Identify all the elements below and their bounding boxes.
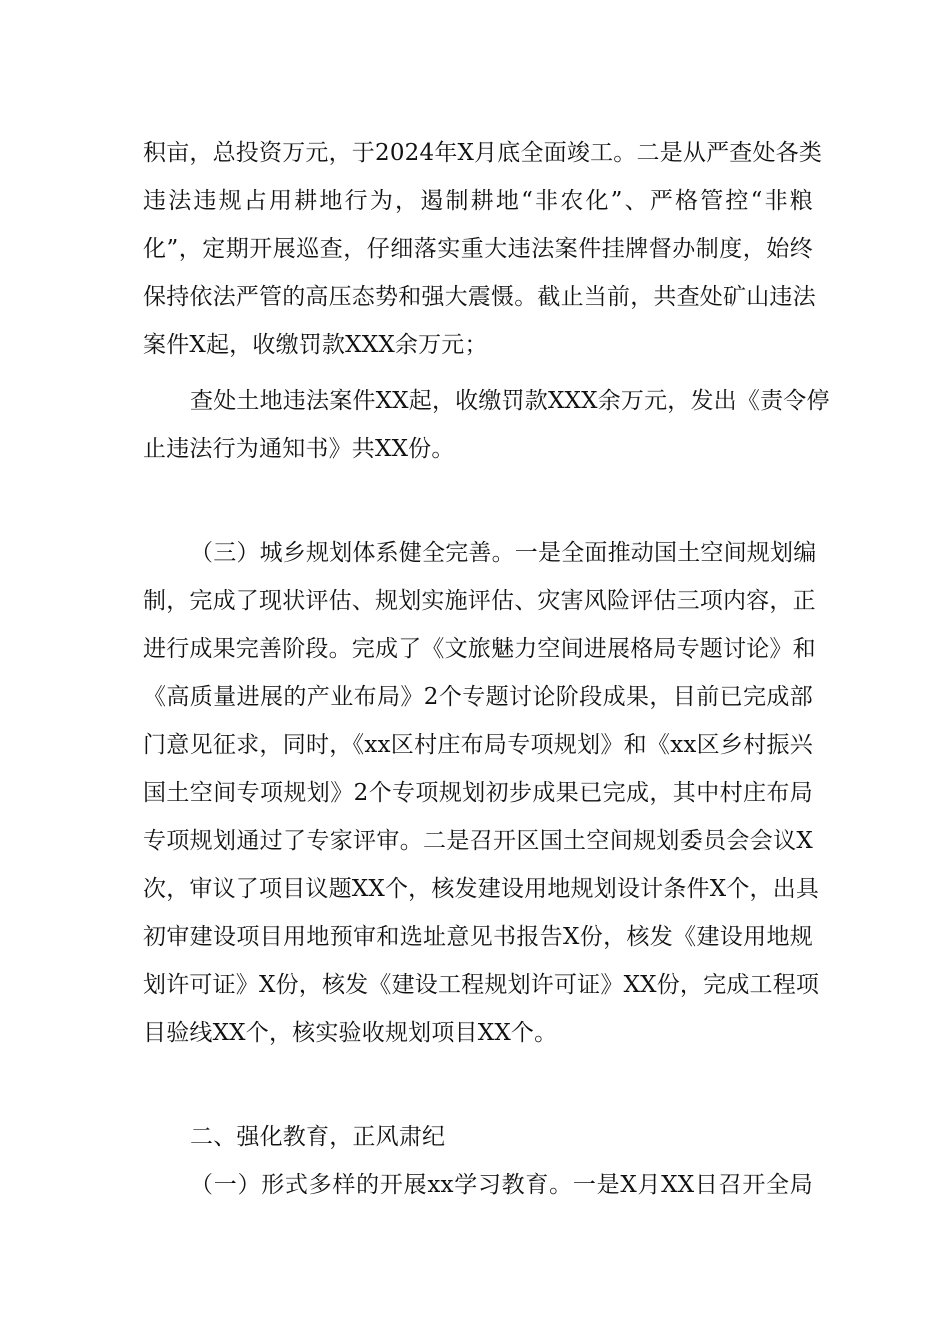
text-line-13: 国土空间专项规划》2个专项规划初步成果已完成，其中村庄布局 — [143, 780, 813, 806]
text-line-4: 保持依法严管的高压态势和强大震慑。截止当前，共查处矿山违法 — [143, 284, 816, 310]
text-line-15: 次，审议了项目议题XX个，核发建设用地规划设计条件X个，出具 — [143, 876, 820, 902]
text-line-10: 进行成果完善阶段。完成了《文旅魅力空间进展格局专题讨论》和 — [143, 636, 816, 662]
text-line-3: 化”，定期开展巡查，仔细落实重大违法案件挂牌督办制度，始终 — [143, 236, 813, 262]
text-line-5: 案件X起，收缴罚款XXX余万元； — [143, 332, 488, 358]
text-line-14: 专项规划通过了专家评审。二是召开区国土空间规划委员会会议X — [143, 828, 813, 854]
text-line-6: 查处土地违法案件XX起，收缴罚款XXX余万元，发出《责令停 — [190, 388, 830, 414]
section-two-heading: 二、强化教育，正风肃纪 — [190, 1124, 446, 1150]
text-line-1: 积亩，总投资万元，于2024年X月底全面竣工。二是从严查处各类 — [143, 140, 823, 166]
text-line-18: 目验线XX个，核实验收规划项目XX个。 — [143, 1020, 558, 1046]
text-line-16: 初审建设项目用地预审和选址意见书报告X份，核发《建设用地规 — [143, 924, 813, 950]
text-line-20: （一）形式多样的开展xx学习教育。一是X月XX日召开全局 — [190, 1172, 813, 1198]
text-line-9: 制，完成了现状评估、规划实施评估、灾害风险评估三项内容，正 — [143, 588, 816, 614]
text-line-7: 止违法行为通知书》共XX份。 — [143, 436, 455, 462]
text-line-17: 划许可证》X份，核发《建设工程规划许可证》XX份，完成工程项 — [143, 972, 820, 998]
text-line-11: 《高质量进展的产业布局》2个专题讨论阶段成果，目前已完成部 — [143, 684, 813, 710]
text-line-12: 门意见征求，同时，《xx区村庄布局专项规划》和《xx区乡村振兴 — [143, 732, 813, 758]
section-three-heading-line: （三）城乡规划体系健全完善。一是全面推动国土空间规划编 — [190, 540, 817, 566]
text-line-2: 违法违规占用耕地行为，遏制耕地“非农化”、严格管控“非粮 — [143, 188, 813, 214]
